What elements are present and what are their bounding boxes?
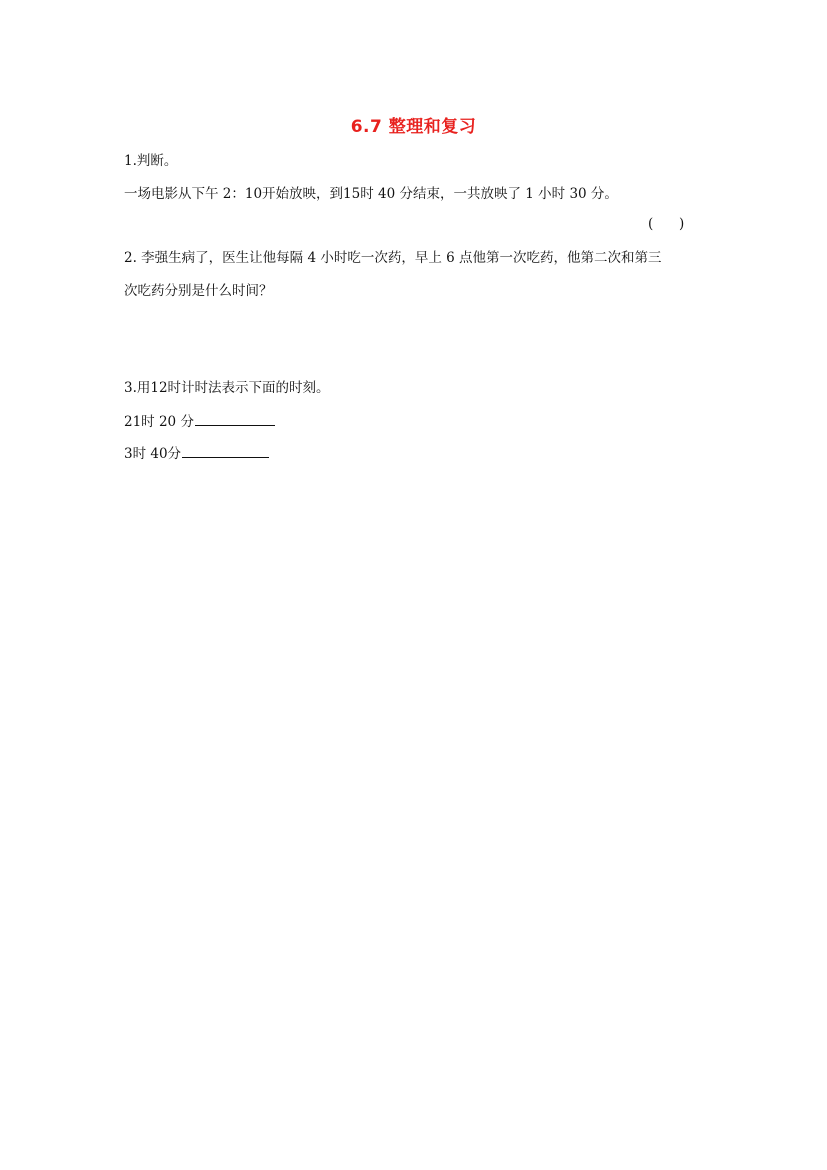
answer-blank-1[interactable] xyxy=(195,411,275,426)
question-1-heading: 1.判断。 xyxy=(124,153,178,169)
question-2-line-1: 2. 李强生病了，医生让他每隔 4 小时吃一次药，早上 6 点他第一次吃药，他第二次和第三 xyxy=(124,250,662,266)
question-1-answer-paren[interactable]: ( ) xyxy=(648,216,685,232)
question-3-item-2-label: 3时 40分 xyxy=(124,446,182,462)
question-2-line-2: 次吃药分别是什么时间？ xyxy=(124,283,273,299)
answer-blank-2[interactable] xyxy=(182,443,269,458)
question-3-heading: 3.用12时计时法表示下面的时刻。 xyxy=(124,380,330,396)
question-3-item-1-label: 21时 20 分 xyxy=(124,414,194,430)
question-3-item-1 xyxy=(124,411,275,432)
page-title: 6.7 整理和复习 xyxy=(350,117,477,137)
question-1-statement: 一场电影从下午 2：10开始放映，到15时 40 分结束，一共放映了 1 小时 30 分。 xyxy=(124,186,618,202)
question-3-item-2 xyxy=(124,443,269,464)
